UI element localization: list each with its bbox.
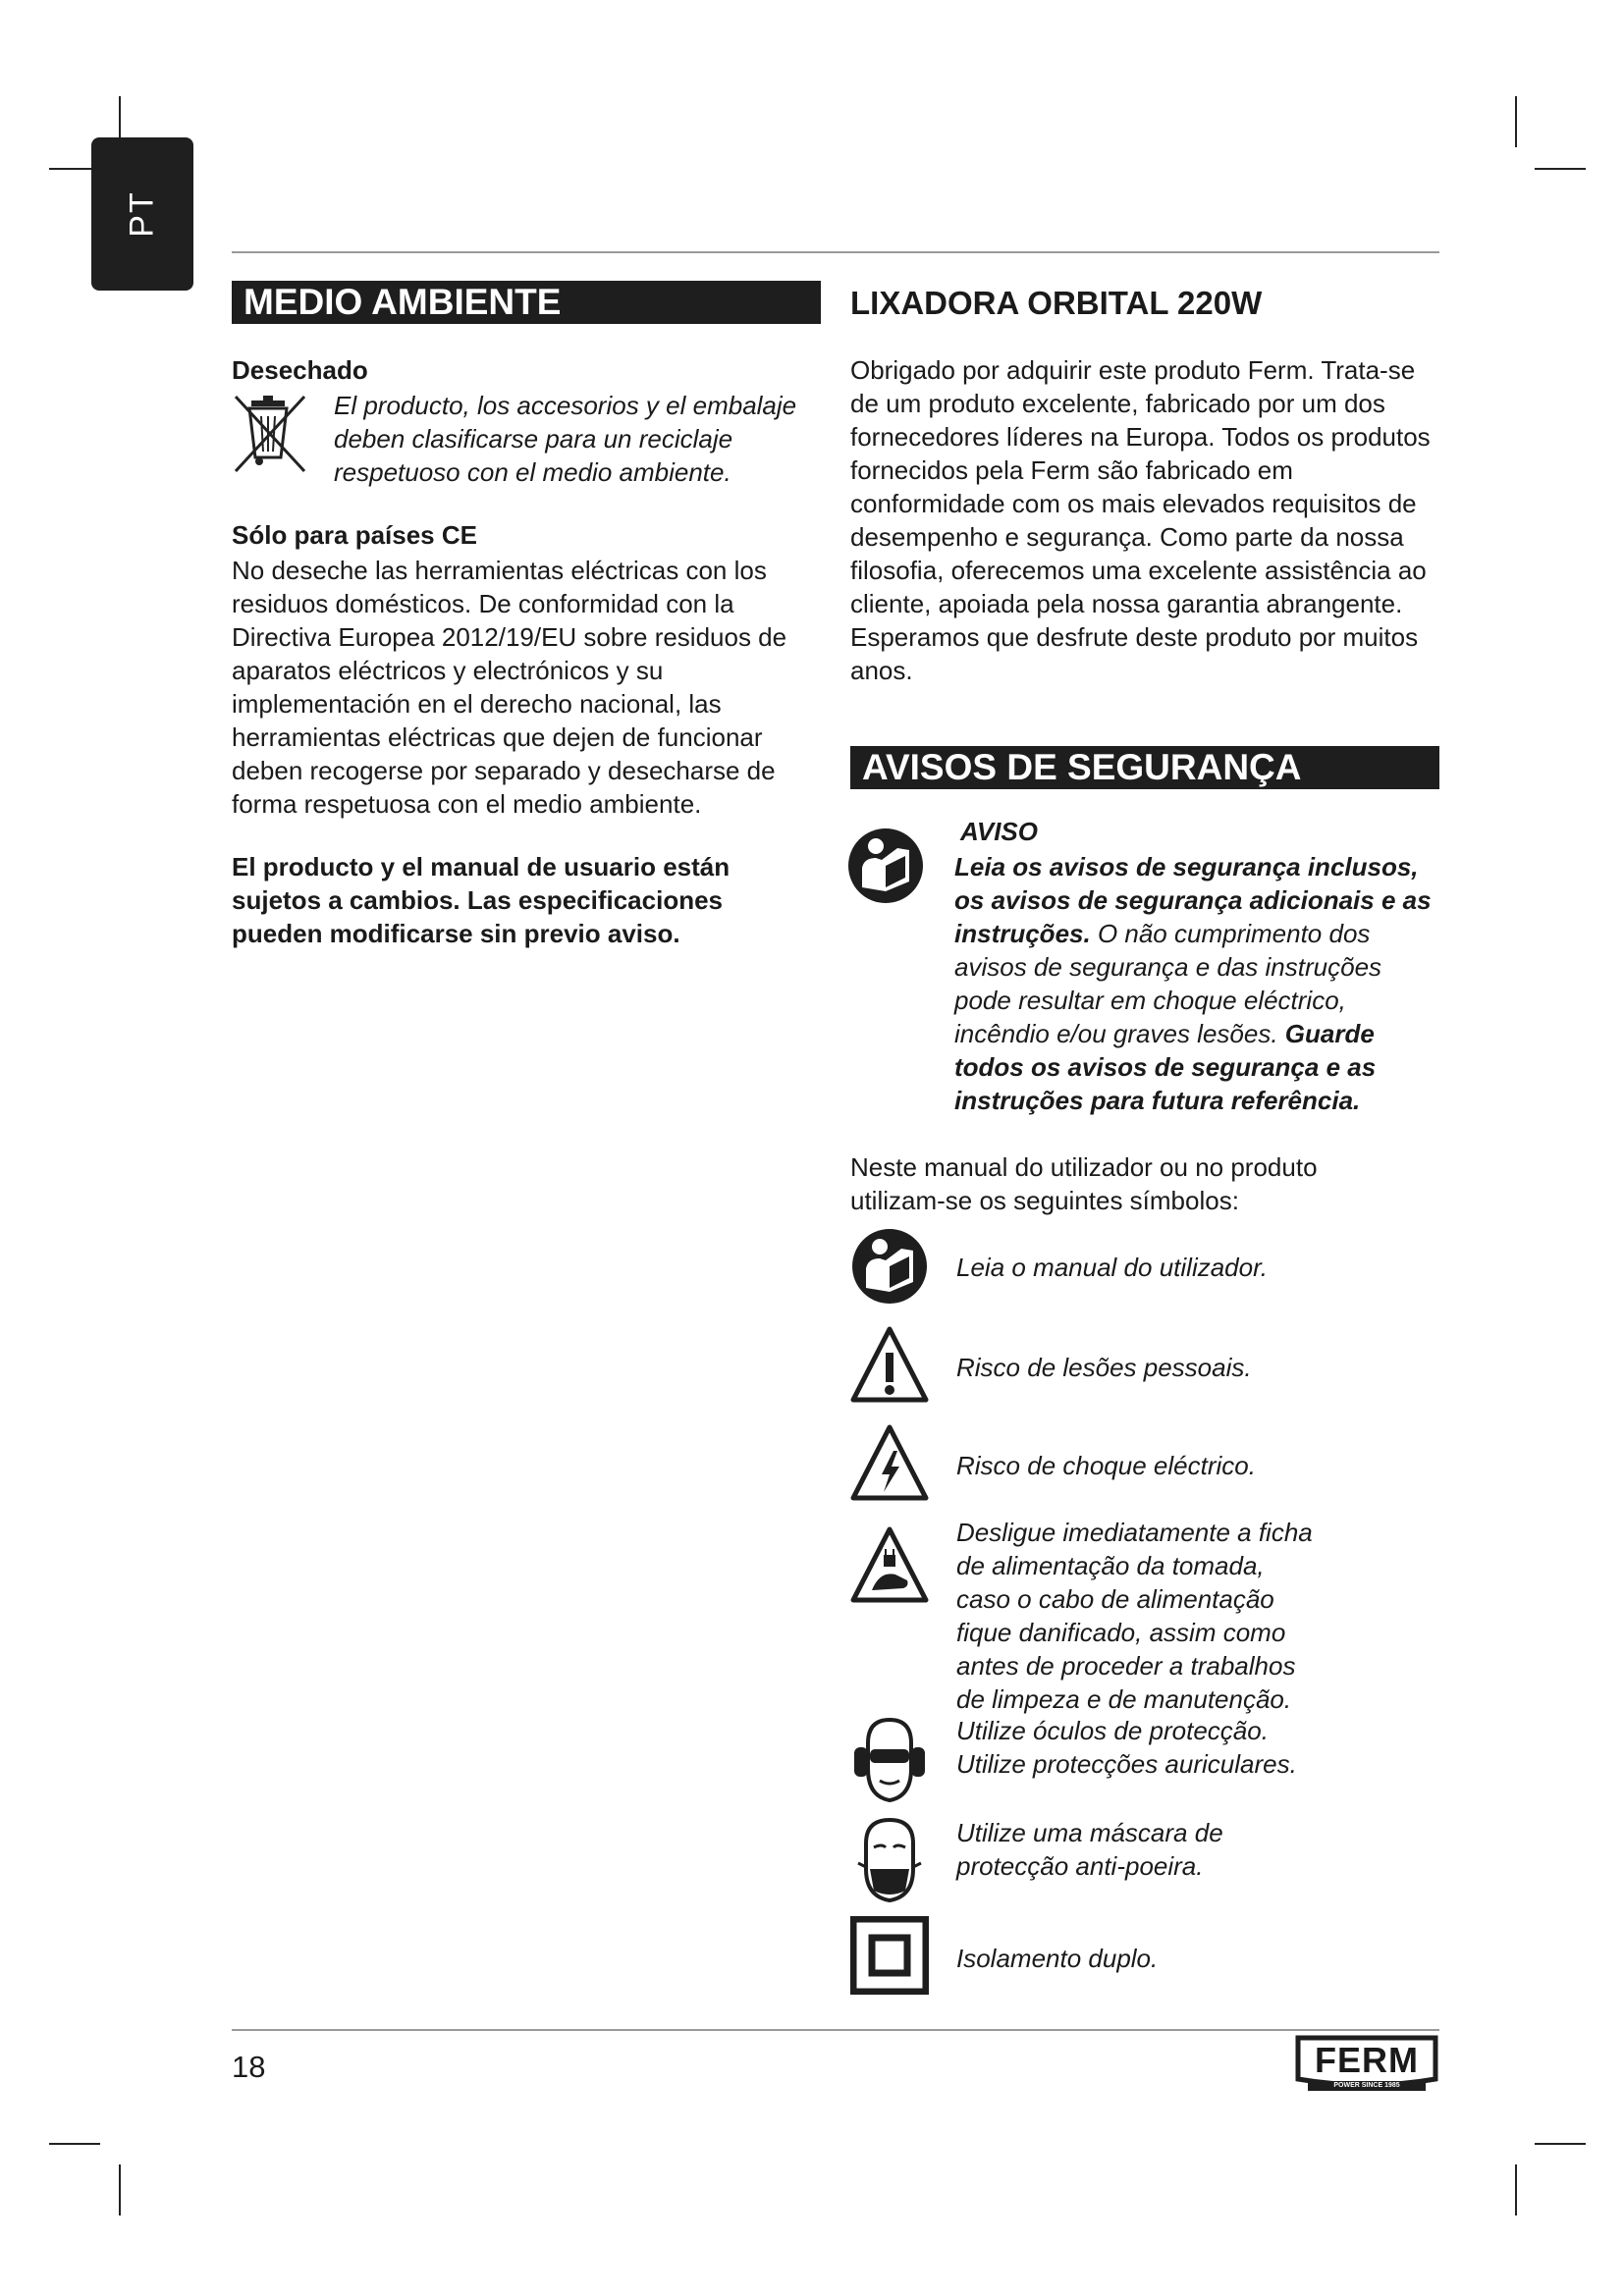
double-insulation-icon bbox=[850, 1916, 929, 2000]
warning-text-normal: O não cumprimento dos avisos de segurança e das instruções pode resultar em choque eléctrico, incêndio e/ou graves lesões. bbox=[954, 919, 1382, 1048]
unplug-icon bbox=[850, 1525, 929, 1609]
symbol-text: Desligue imediatamente a ficha de alimentação da tomada, caso o cabo de alimentação fique danificado, assim como antes de proceder a trabalhos de limpeza e de manutenção. bbox=[956, 1518, 1313, 1714]
symbol-row-dust-mask bbox=[850, 1814, 1439, 1904]
crop-mark bbox=[1515, 2164, 1517, 2216]
language-tab bbox=[91, 137, 193, 291]
product-title: LIXADORA ORBITAL 220W bbox=[850, 285, 1263, 321]
warning-text bbox=[954, 850, 1435, 1117]
language-tab-label: PT bbox=[123, 190, 161, 238]
symbol-text: Leia o manual do utilizador. bbox=[956, 1253, 1269, 1282]
read-manual-icon bbox=[850, 1227, 929, 1310]
symbol-row-electric-shock bbox=[850, 1423, 1439, 1502]
section-heading-avisos: AVISOS DE SEGURANÇA bbox=[850, 746, 1439, 789]
recycle-bin-crossed-icon bbox=[232, 393, 310, 477]
crop-mark bbox=[119, 2164, 121, 2216]
logo-wordmark: FERM bbox=[1315, 2040, 1419, 2080]
logo-tagline: POWER SINCE 1985 bbox=[1333, 2082, 1400, 2089]
change-notice: El producto y el manual de usuario están sujetos a cambios. Las especificaciones pueden modificarse sin previo aviso. bbox=[232, 852, 731, 948]
warning-text-bold-2: Guarde todos os avisos de segurança e as instruções para futura referência. bbox=[954, 1019, 1377, 1115]
symbol-text: Isolamento duplo. bbox=[956, 1944, 1159, 1973]
dust-mask-icon bbox=[850, 1814, 929, 1909]
read-manual-icon bbox=[846, 827, 925, 905]
ce-text: No deseche las herramientas eléctricas con los residuos domésticos. De conformidad con la Directiva Europea 2012/19/EU sobre residuos de aparatos eléctricos y electrónicos y su implementación en el derecho nacional, las herramientas eléctricas que dejen de funcionar deben recogerse por separado y desecharse de forma respetuosa con el medio ambiente. bbox=[232, 556, 787, 819]
symbol-row-personal-injury bbox=[850, 1325, 1439, 1404]
ferm-logo bbox=[1294, 2034, 1439, 2095]
crop-mark bbox=[49, 2143, 100, 2145]
warning-text-bold-1: Leia os avisos de segurança inclusos, os avisos de segurança adicionais e as instruções. bbox=[954, 852, 1432, 948]
crop-mark bbox=[1535, 168, 1586, 170]
top-divider bbox=[232, 251, 1439, 253]
section-heading-medio-ambiente: MEDIO AMBIENTE bbox=[232, 281, 821, 324]
ce-title: Sólo para países CE bbox=[232, 520, 477, 550]
warning-triangle-icon bbox=[850, 1325, 929, 1409]
symbol-row-unplug bbox=[850, 1516, 1439, 1714]
symbol-text: Risco de lesões pessoais. bbox=[956, 1353, 1252, 1382]
symbol-row-goggles-earmuffs bbox=[850, 1714, 1439, 1804]
symbol-row-double-insulation bbox=[850, 1916, 1439, 1997]
crop-mark bbox=[1535, 2143, 1586, 2145]
symbol-text: Risco de choque eléctrico. bbox=[956, 1451, 1256, 1480]
bottom-divider bbox=[232, 2029, 1439, 2031]
electric-shock-icon bbox=[850, 1423, 929, 1507]
disposal-text: El producto, los accesorios y el embalaje deben clasificarse para un reciclaje respetuoso con el medio ambiente. bbox=[334, 391, 797, 487]
symbol-text: Utilize óculos de protecção. Utilize protecções auriculares. bbox=[956, 1716, 1297, 1779]
warning-title: AVISO bbox=[960, 817, 1038, 846]
symbol-row-read-manual bbox=[850, 1227, 1439, 1306]
product-intro: Obrigado por adquirir este produto Ferm. Trata-se de um produto excelente, fabricado por um dos fornecedores líderes na Europa. Todos os produtos fornecidos pela Ferm são fabricado em conformidade com os mais elevados requisitos de desempenho e segurança. Como parte da nossa filosofia, oferecemos uma excelente assistência ao cliente, apoiada pela nossa garantia abrangente. Esperamos que desfrute deste produto por muitos anos. bbox=[850, 355, 1431, 685]
goggles-earmuffs-icon bbox=[850, 1714, 929, 1809]
crop-mark bbox=[1515, 96, 1517, 147]
page-number: 18 bbox=[232, 2050, 266, 2084]
disposal-title: Desechado bbox=[232, 355, 368, 385]
symbol-text: Utilize uma máscara de protecção anti-poeira. bbox=[956, 1818, 1223, 1881]
symbols-intro: Neste manual do utilizador ou no produto utilizam-se os seguintes símbolos: bbox=[850, 1152, 1318, 1215]
